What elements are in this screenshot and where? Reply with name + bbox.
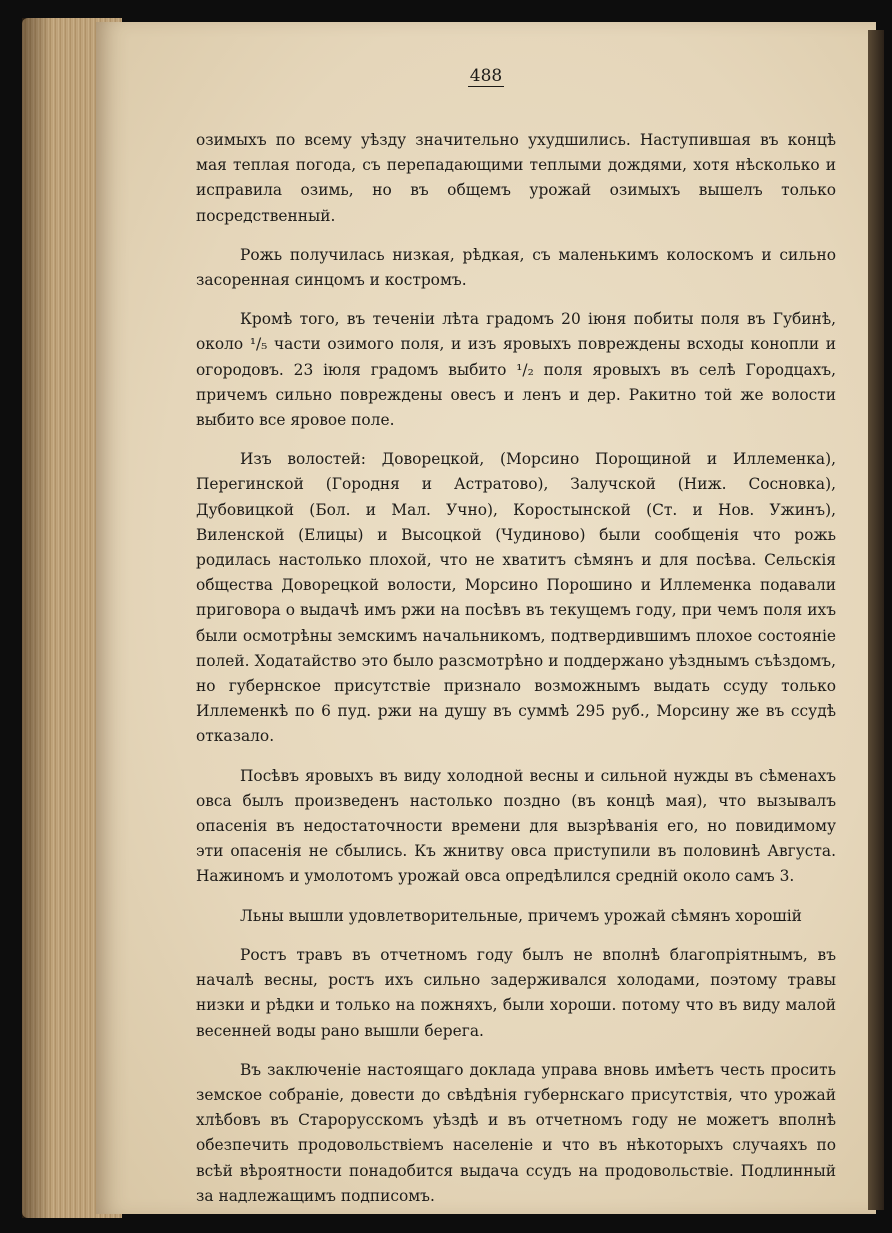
paragraph-7: Ростъ травъ въ отчетномъ году былъ не вполнѣ благопріятнымъ, въ началѣ весны, ростъ ихъ сильно задерживался холодами, поэтому травы низки и рѣдки и только на пожняхъ, были хороши. потому что въ виду малой весенней воды рано вышли берега. xyxy=(196,945,836,1040)
page-number xyxy=(40,66,892,86)
paragraph-2: Рожь получилась низкая, рѣдкая, съ маленькимъ колоскомъ и сильно засоренная синцомъ и костромъ. xyxy=(196,245,836,290)
paragraph-1: озимыхъ по всему уѣзду значительно ухудшились. Наступившая въ концѣ мая теплая погода, съ перепадающими теплыми дождями, хотя нѣсколько и исправила озимь, но въ общемъ урожай озимыхъ вышелъ только посредственный. xyxy=(196,131,836,225)
paragraph-4: Изъ волостей: Доворецкой, (Морсино Порощиной и Иллеменка), Перегинской (Городня и Астратово), Залучской (Ниж. Сосновка), Дубовицкой (Бол. и Мал. Учно), Коростынской (Ст. и Нов. Ужинъ), Виленской (Елицы) и Высоцкой (Чудиново) были сообщенія что рожь родилась настолько плохой, что не хватитъ сѣмянъ и для посѣва. Сельскія общества Доворецкой волости, Морсино Порошино и Иллеменка подавали приговора о выдачѣ имъ ржи на посѣвъ въ текущемъ году, при чемъ поля ихъ были осмотрѣны земскимъ начальникомъ, подтвердившимъ плохое состояніе полей. Ходатайство это было разсмотрѣно и поддержано уѣзднымъ съѣздомъ, но губернское присутствіе признало возможнымъ выдать ссуду только Иллеменкѣ по 6 пуд. ржи на душу въ суммѣ 295 руб., Морсину же въ ссудѣ отказало. xyxy=(196,450,836,746)
paragraph-8: Въ заключеніе настоящаго доклада управа вновь имѣетъ честь просить земское собраніе, довести до свѣдѣнія губернскаго присутствія, что урожай хлѣбовъ въ Старорусскомъ уѣздѣ и въ отчетномъ году не можетъ вполнѣ обезпечить продовольствіемъ населеніе и что въ нѣкоторыхъ случаяхъ по всѣй вѣроятности понадобится выдача ссудъ на продовольствіе. Подлинный за надлежащимъ подписомъ. xyxy=(196,1060,836,1205)
paragraph-5: Посѣвъ яровыхъ въ виду холодной весны и сильной нужды въ сѣменахъ овса былъ произведенъ настолько поздно (въ концѣ мая), что вызывалъ опасенія въ недостаточности времени для вызрѣванія его, но повидимому эти опасенія не сбылись. Къ жнитву овса приступили въ половинѣ Августа. Нажиномъ и умолотомъ урожай овса опредѣлился средній около самъ 3. xyxy=(196,766,836,886)
paragraph-3: Кромѣ того, въ теченіи лѣта градомъ 20 іюня побиты поля въ Губинѣ, около ¹/₅ части озимого поля, и изъ яровыхъ повреждены всходы конопли и огородовъ. 23 іюля градомъ выбито ¹/₂ поля яровыхъ въ селѣ Городцахъ, причемъ сильно повреждены овесъ и ленъ и дер. Ракитно той же волости выбито все яровое поле. xyxy=(196,310,836,430)
paragraph-6: Льны вышли удовлетворительные, причемъ урожай сѣмянъ хорошій xyxy=(240,906,802,925)
book-spine-edge xyxy=(868,30,884,1210)
page-number-text: 488 xyxy=(469,66,503,86)
body-text xyxy=(196,128,836,1223)
